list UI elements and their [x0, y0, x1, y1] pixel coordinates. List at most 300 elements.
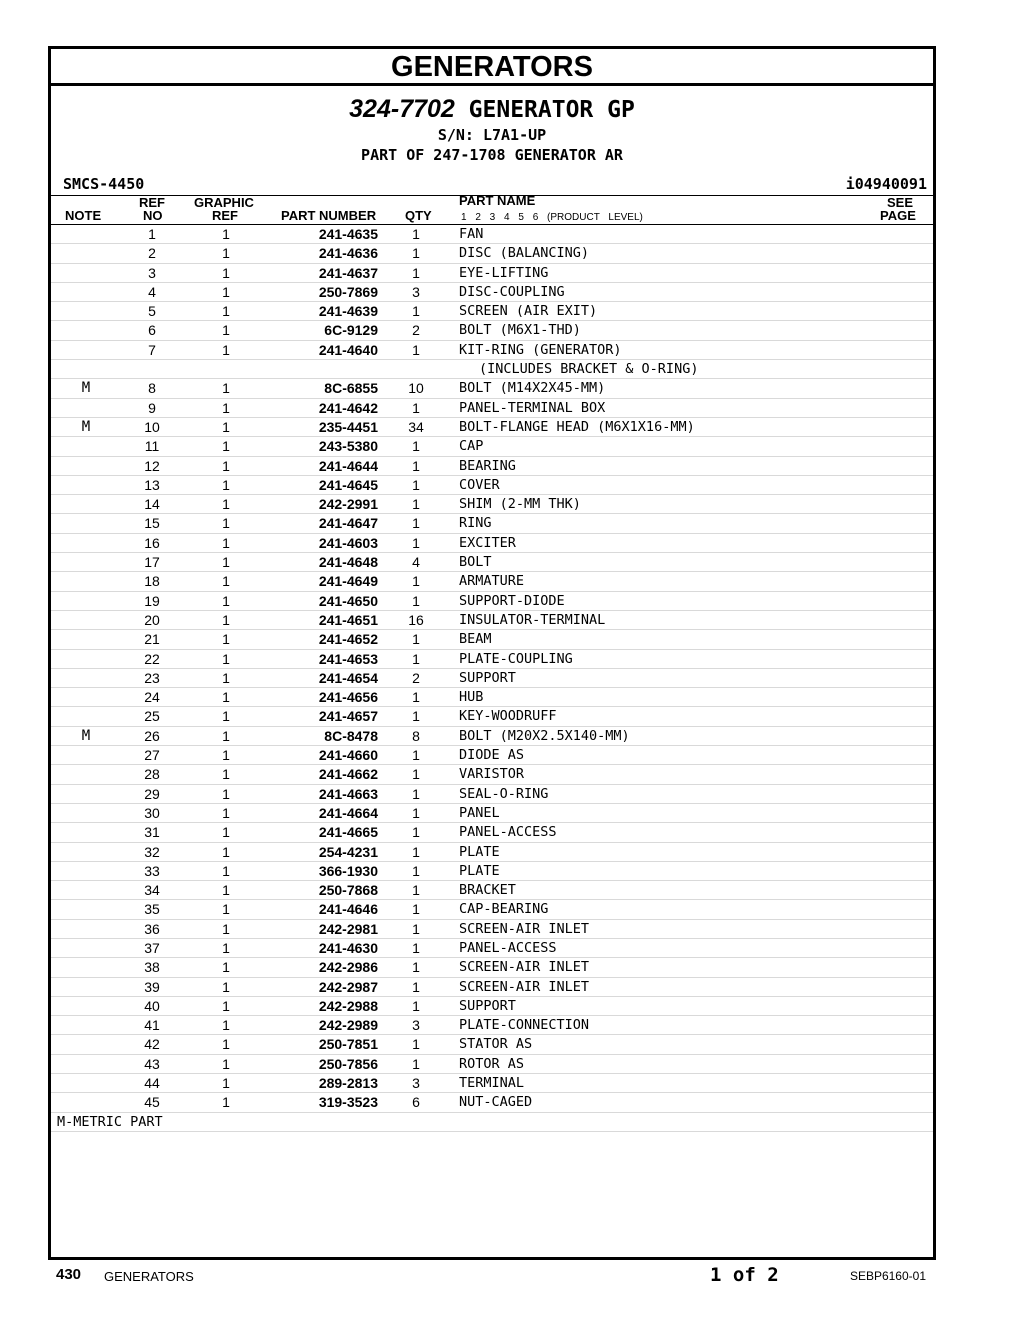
- row-graphic-ref: 1: [222, 341, 230, 358]
- row-ref-no: 14: [144, 496, 160, 513]
- row-part-number: 254-4231: [318, 843, 378, 860]
- row-part-number: 241-4653: [318, 650, 378, 667]
- row-ref-no: 34: [144, 882, 160, 899]
- row-qty: 1: [412, 882, 420, 899]
- row-part-number: 242-2987: [318, 978, 378, 995]
- row-part-number: 241-4664: [318, 804, 378, 821]
- table-header: [51, 195, 933, 225]
- row-part-number: 241-4652: [318, 631, 378, 648]
- table-row: [51, 688, 933, 707]
- row-part-name: BEARING: [459, 457, 516, 474]
- row-graphic-ref: 1: [222, 978, 230, 995]
- row-part-number: 241-4657: [318, 708, 378, 725]
- row-graphic-ref: 1: [222, 380, 230, 397]
- row-ref-no: 16: [144, 534, 160, 551]
- row-qty: 34: [408, 418, 424, 435]
- row-part-name: (INCLUDES BRACKET & O-RING): [479, 361, 699, 378]
- row-part-name: PANEL-TERMINAL BOX: [459, 399, 606, 416]
- table-row: [51, 785, 933, 804]
- row-qty: 1: [412, 997, 420, 1014]
- row-qty: 1: [412, 689, 420, 706]
- row-part-name: KIT-RING (GENERATOR): [459, 341, 622, 358]
- table-row: [51, 765, 933, 784]
- row-qty: 3: [412, 283, 420, 300]
- row-ref-no: 40: [144, 997, 160, 1014]
- row-part-number: 242-2991: [318, 496, 378, 513]
- row-ref-no: 37: [144, 939, 160, 956]
- row-qty: 1: [412, 515, 420, 532]
- illustration-id: i04940091: [845, 175, 927, 193]
- row-ref-no: 20: [144, 611, 160, 628]
- row-ref-no: 33: [144, 862, 160, 879]
- row-qty: 1: [412, 650, 420, 667]
- row-qty: 1: [412, 264, 420, 281]
- row-part-number: 250-7868: [318, 882, 378, 899]
- row-part-name: BEAM: [459, 631, 492, 648]
- row-ref-no: 6: [148, 322, 156, 339]
- row-ref-no: 39: [144, 978, 160, 995]
- table-row: [51, 283, 933, 302]
- row-ref-no: 42: [144, 1036, 160, 1053]
- row-ref-no: 10: [144, 418, 160, 435]
- row-part-number: 241-4642: [318, 399, 378, 416]
- row-ref-no: 1: [148, 226, 156, 242]
- row-ref-no: 43: [144, 1055, 160, 1072]
- row-qty: 1: [412, 592, 420, 609]
- row-part-name: BOLT: [459, 554, 492, 571]
- row-part-number: 242-2988: [318, 997, 378, 1014]
- row-part-name: PLATE-COUPLING: [459, 650, 573, 667]
- page-footer: [56, 1264, 926, 1288]
- row-part-name: KEY-WOODRUFF: [459, 708, 557, 725]
- row-part-name: SHIM (2-MM THK): [459, 496, 581, 513]
- row-graphic-ref: 1: [222, 457, 230, 474]
- row-ref-no: 44: [144, 1075, 160, 1092]
- table-row: [51, 379, 933, 398]
- row-qty: 3: [412, 1075, 420, 1092]
- row-part-name: PLATE: [459, 843, 500, 860]
- table-row: [51, 823, 933, 842]
- row-ref-no: 19: [144, 592, 160, 609]
- row-qty: 1: [412, 901, 420, 918]
- row-part-number: 241-4651: [318, 611, 378, 628]
- row-part-number: 241-4663: [318, 785, 378, 802]
- row-ref-no: 41: [144, 1017, 160, 1034]
- row-part-name: CAP-BEARING: [459, 901, 549, 918]
- row-ref-no: 30: [144, 804, 160, 821]
- row-ref-no: 25: [144, 708, 160, 725]
- row-note: M: [81, 727, 91, 744]
- row-part-name: HUB: [459, 689, 484, 706]
- row-graphic-ref: 1: [222, 322, 230, 339]
- table-row: [51, 939, 933, 958]
- row-graphic-ref: 1: [222, 708, 230, 725]
- row-qty: 1: [412, 573, 420, 590]
- row-part-number: 241-4635: [318, 226, 378, 242]
- row-part-name: DIODE AS: [459, 747, 525, 764]
- group-number: 324-7702: [349, 95, 455, 123]
- row-graphic-ref: 1: [222, 592, 230, 609]
- row-part-name: SUPPORT: [459, 669, 516, 686]
- group-name: GENERATOR GP: [454, 97, 635, 123]
- table-row: [51, 514, 933, 533]
- row-part-name: NUT-CAGED: [459, 1094, 533, 1111]
- row-graphic-ref: 1: [222, 882, 230, 899]
- row-graphic-ref: 1: [222, 438, 230, 455]
- row-qty: 1: [412, 978, 420, 995]
- row-graphic-ref: 1: [222, 1075, 230, 1092]
- row-part-number: 241-4660: [318, 747, 378, 764]
- row-part-number: 242-2981: [318, 920, 378, 937]
- row-part-number: 241-4637: [318, 264, 378, 281]
- parts-list-frame: [48, 46, 936, 1260]
- table-row: [51, 264, 933, 283]
- row-graphic-ref: 1: [222, 573, 230, 590]
- row-part-number: 241-4639: [318, 303, 378, 320]
- row-part-name: SCREEN-AIR INLET: [459, 959, 590, 976]
- row-graphic-ref: 1: [222, 554, 230, 571]
- row-graphic-ref: 1: [222, 804, 230, 821]
- row-part-number: 250-7851: [318, 1036, 378, 1053]
- row-ref-no: 24: [144, 689, 160, 706]
- footer-page-of: 1 of 2: [710, 1264, 779, 1286]
- row-part-number: 241-4648: [318, 554, 378, 571]
- part-of-line: PART OF 247-1708 GENERATOR AR: [361, 146, 623, 164]
- row-part-name: BRACKET: [459, 882, 516, 899]
- table-row: [51, 900, 933, 919]
- row-ref-no: 11: [144, 438, 160, 455]
- header-part-number: PART NUMBER: [281, 208, 377, 223]
- table-row: [51, 418, 933, 437]
- row-part-name: EYE-LIFTING: [459, 264, 549, 281]
- header-product-levels: 1 2 3 4 5 6 (PRODUCT LEVEL): [461, 212, 643, 223]
- row-part-name: SCREEN (AIR EXIT): [459, 303, 598, 320]
- row-graphic-ref: 1: [222, 303, 230, 320]
- row-qty: 1: [412, 341, 420, 358]
- table-row: [51, 1016, 933, 1035]
- table-row: [51, 862, 933, 881]
- row-qty: 1: [412, 708, 420, 725]
- row-qty: 4: [412, 554, 420, 571]
- row-graphic-ref: 1: [222, 264, 230, 281]
- table-row: [51, 553, 933, 572]
- row-ref-no: 7: [148, 341, 156, 358]
- table-row: [51, 978, 933, 997]
- row-part-name: CAP: [459, 438, 484, 455]
- row-graphic-ref: 1: [222, 766, 230, 783]
- row-part-name: DISC (BALANCING): [459, 245, 590, 262]
- row-qty: 1: [412, 920, 420, 937]
- table-row: [51, 495, 933, 514]
- row-qty: 2: [412, 669, 420, 686]
- parts-table-body: [51, 225, 933, 1113]
- table-row: [51, 1074, 933, 1093]
- row-ref-no: 26: [144, 727, 160, 744]
- header-see-bottom: PAGE: [880, 208, 916, 223]
- row-ref-no: 5: [148, 303, 156, 320]
- header-ref-top: REF: [139, 195, 165, 210]
- header-qty: QTY: [405, 208, 432, 223]
- row-part-name: SUPPORT: [459, 997, 516, 1014]
- table-row: [51, 881, 933, 900]
- row-part-number: 250-7856: [318, 1055, 378, 1072]
- row-part-number: 242-2989: [318, 1017, 378, 1034]
- row-qty: 1: [412, 939, 420, 956]
- table-row: [51, 341, 933, 360]
- row-qty: 1: [412, 303, 420, 320]
- row-part-name: ARMATURE: [459, 573, 525, 590]
- footer-section: GENERATORS: [104, 1269, 194, 1284]
- row-qty: 2: [412, 322, 420, 339]
- row-graphic-ref: 1: [222, 959, 230, 976]
- row-qty: 1: [412, 438, 420, 455]
- row-qty: 1: [412, 862, 420, 879]
- table-row: [51, 958, 933, 977]
- smcs-row: [51, 171, 933, 195]
- table-row: [51, 727, 933, 746]
- row-qty: 1: [412, 457, 420, 474]
- row-graphic-ref: 1: [222, 631, 230, 648]
- header-graphic-top: GRAPHIC: [194, 195, 254, 210]
- row-graphic-ref: 1: [222, 534, 230, 551]
- row-ref-no: 23: [144, 669, 160, 686]
- row-part-number: 242-2986: [318, 959, 378, 976]
- row-part-number: 241-4636: [318, 245, 378, 262]
- row-graphic-ref: 1: [222, 515, 230, 532]
- table-row: [51, 611, 933, 630]
- row-part-name: SEAL-O-RING: [459, 785, 549, 802]
- row-graphic-ref: 1: [222, 283, 230, 300]
- table-row: [51, 707, 933, 726]
- row-graphic-ref: 1: [222, 1036, 230, 1053]
- row-graphic-ref: 1: [222, 1017, 230, 1034]
- row-qty: 1: [412, 843, 420, 860]
- table-row: [51, 476, 933, 495]
- row-graphic-ref: 1: [222, 650, 230, 667]
- row-graphic-ref: 1: [222, 245, 230, 262]
- header-note: NOTE: [65, 208, 102, 223]
- row-ref-no: 17: [144, 554, 160, 571]
- row-ref-no: 27: [144, 747, 160, 764]
- row-part-number: 235-4451: [318, 418, 378, 435]
- row-note: M: [81, 418, 91, 435]
- row-graphic-ref: 1: [222, 747, 230, 764]
- row-graphic-ref: 1: [222, 920, 230, 937]
- table-row: [51, 1055, 933, 1074]
- row-part-name: PANEL-ACCESS: [459, 824, 557, 841]
- table-row: [51, 920, 933, 939]
- row-qty: 1: [412, 534, 420, 551]
- row-part-name: ROTOR AS: [459, 1055, 525, 1072]
- row-qty: 1: [412, 747, 420, 764]
- row-note: M: [81, 380, 91, 397]
- row-part-number: 241-4644: [318, 457, 378, 474]
- row-qty: 1: [412, 1055, 420, 1072]
- table-row: [51, 244, 933, 263]
- row-graphic-ref: 1: [222, 611, 230, 628]
- row-graphic-ref: 1: [222, 727, 230, 744]
- row-graphic-ref: 1: [222, 476, 230, 493]
- row-part-name: COVER: [459, 476, 500, 493]
- smcs-code: SMCS-4450: [63, 175, 145, 193]
- row-part-name: PANEL: [459, 804, 500, 821]
- row-graphic-ref: 1: [222, 862, 230, 879]
- row-part-number: 289-2813: [318, 1075, 378, 1092]
- table-row: [51, 669, 933, 688]
- table-row: [51, 592, 933, 611]
- row-graphic-ref: 1: [222, 1094, 230, 1111]
- row-part-number: 241-4646: [318, 901, 378, 918]
- row-part-name: TERMINAL: [459, 1075, 525, 1092]
- table-row: [51, 804, 933, 823]
- row-qty: 10: [408, 380, 424, 397]
- row-part-name: INSULATOR-TERMINAL: [459, 611, 606, 628]
- row-part-number: 243-5380: [318, 438, 378, 455]
- row-part-number: 241-4647: [318, 515, 378, 532]
- row-part-name: BOLT (M20X2.5X140-MM): [459, 727, 630, 744]
- row-ref-no: 36: [144, 920, 160, 937]
- table-row: [51, 1093, 933, 1112]
- table-row: [51, 321, 933, 340]
- header-part-name: PART NAME: [459, 193, 536, 208]
- row-qty: 8: [412, 727, 420, 744]
- row-qty: 1: [412, 959, 420, 976]
- row-part-name: PLATE: [459, 862, 500, 879]
- table-row: [51, 630, 933, 649]
- footer-doc-number: SEBP6160-01: [849, 1269, 926, 1283]
- section-title: GENERATORS: [51, 49, 933, 86]
- footnote-row: [51, 1113, 933, 1132]
- row-qty: 1: [412, 631, 420, 648]
- row-part-name: PLATE-CONNECTION: [459, 1017, 590, 1034]
- row-qty: 1: [412, 766, 420, 783]
- table-row: [51, 302, 933, 321]
- row-ref-no: 3: [148, 264, 156, 281]
- row-part-name: RING: [459, 515, 492, 532]
- row-part-name: BOLT (M6X1-THD): [459, 322, 581, 339]
- row-ref-no: 18: [144, 573, 160, 590]
- row-graphic-ref: 1: [222, 1055, 230, 1072]
- row-graphic-ref: 1: [222, 901, 230, 918]
- row-part-number: 241-4654: [318, 669, 378, 686]
- row-part-number: 8C-8478: [324, 727, 378, 744]
- row-ref-no: 2: [148, 245, 156, 262]
- group-title: [51, 94, 933, 125]
- row-graphic-ref: 1: [222, 496, 230, 513]
- row-part-name: SUPPORT-DIODE: [459, 592, 565, 609]
- table-row: [51, 572, 933, 591]
- row-part-name: PANEL-ACCESS: [459, 939, 557, 956]
- row-part-name: BOLT-FLANGE HEAD (M6X1X16-MM): [459, 418, 695, 435]
- row-qty: 1: [412, 804, 420, 821]
- row-part-number: 241-4649: [318, 573, 378, 590]
- row-qty: 1: [412, 496, 420, 513]
- row-qty: 1: [412, 226, 420, 242]
- row-part-name: VARISTOR: [459, 766, 525, 783]
- table-row: [51, 843, 933, 862]
- row-part-number: 319-3523: [318, 1094, 378, 1111]
- row-part-number: 241-4645: [318, 476, 378, 493]
- row-qty: 1: [412, 399, 420, 416]
- row-part-number: 8C-6855: [324, 380, 378, 397]
- header-graphic-bottom: REF: [212, 208, 238, 223]
- metric-footnote: M-METRIC PART: [57, 1113, 163, 1130]
- row-qty: 3: [412, 1017, 420, 1034]
- row-part-name: FAN: [459, 226, 484, 242]
- row-ref-no: 38: [144, 959, 160, 976]
- row-part-name: STATOR AS: [459, 1036, 533, 1053]
- row-ref-no: 45: [144, 1094, 160, 1111]
- row-graphic-ref: 1: [222, 843, 230, 860]
- row-part-number: 241-4603: [318, 534, 378, 551]
- row-ref-no: 31: [144, 824, 160, 841]
- table-row: [51, 437, 933, 456]
- row-part-name: BOLT (M14X2X45-MM): [459, 380, 606, 397]
- row-part-name: EXCITER: [459, 534, 516, 551]
- row-qty: 6: [412, 1094, 420, 1111]
- row-part-name: SCREEN-AIR INLET: [459, 978, 590, 995]
- header-see-top: SEE: [887, 195, 914, 210]
- row-part-number: 241-4662: [318, 766, 378, 783]
- row-graphic-ref: 1: [222, 997, 230, 1014]
- row-graphic-ref: 1: [222, 785, 230, 802]
- row-qty: 1: [412, 476, 420, 493]
- row-ref-no: 8: [148, 380, 156, 397]
- row-ref-no: 13: [144, 476, 160, 493]
- row-ref-no: 9: [148, 399, 156, 416]
- table-row: [51, 746, 933, 765]
- table-row: [51, 225, 933, 244]
- row-ref-no: 21: [144, 631, 160, 648]
- row-graphic-ref: 1: [222, 418, 230, 435]
- row-ref-no: 22: [144, 650, 160, 667]
- row-ref-no: 12: [144, 457, 160, 474]
- row-part-number: 250-7869: [318, 283, 378, 300]
- table-row: [51, 399, 933, 418]
- row-ref-no: 4: [148, 283, 156, 300]
- table-row: [51, 1035, 933, 1054]
- table-row: [51, 650, 933, 669]
- row-graphic-ref: 1: [222, 399, 230, 416]
- row-graphic-ref: 1: [222, 226, 230, 242]
- row-part-number: 241-4640: [318, 341, 378, 358]
- row-qty: 16: [408, 611, 424, 628]
- footer-page-number: 430: [56, 1266, 82, 1283]
- row-ref-no: 15: [144, 515, 160, 532]
- row-graphic-ref: 1: [222, 669, 230, 686]
- row-ref-no: 32: [144, 843, 160, 860]
- row-graphic-ref: 1: [222, 824, 230, 841]
- row-ref-no: 29: [144, 785, 160, 802]
- row-part-number: 366-1930: [318, 862, 378, 879]
- table-row: [51, 360, 933, 379]
- row-part-number: 241-4665: [318, 824, 378, 841]
- row-graphic-ref: 1: [222, 939, 230, 956]
- row-qty: 1: [412, 1036, 420, 1053]
- row-ref-no: 28: [144, 766, 160, 783]
- row-part-number: 241-4656: [318, 689, 378, 706]
- row-qty: 1: [412, 824, 420, 841]
- serial-range: S/N: L7A1-UP: [437, 126, 547, 144]
- row-part-name: DISC-COUPLING: [459, 283, 565, 300]
- row-ref-no: 35: [144, 901, 160, 918]
- row-qty: 1: [412, 245, 420, 262]
- row-part-name: SCREEN-AIR INLET: [459, 920, 590, 937]
- row-part-number: 6C-9129: [324, 322, 378, 339]
- header-ref-bottom: NO: [143, 208, 163, 223]
- row-graphic-ref: 1: [222, 689, 230, 706]
- table-row: [51, 997, 933, 1016]
